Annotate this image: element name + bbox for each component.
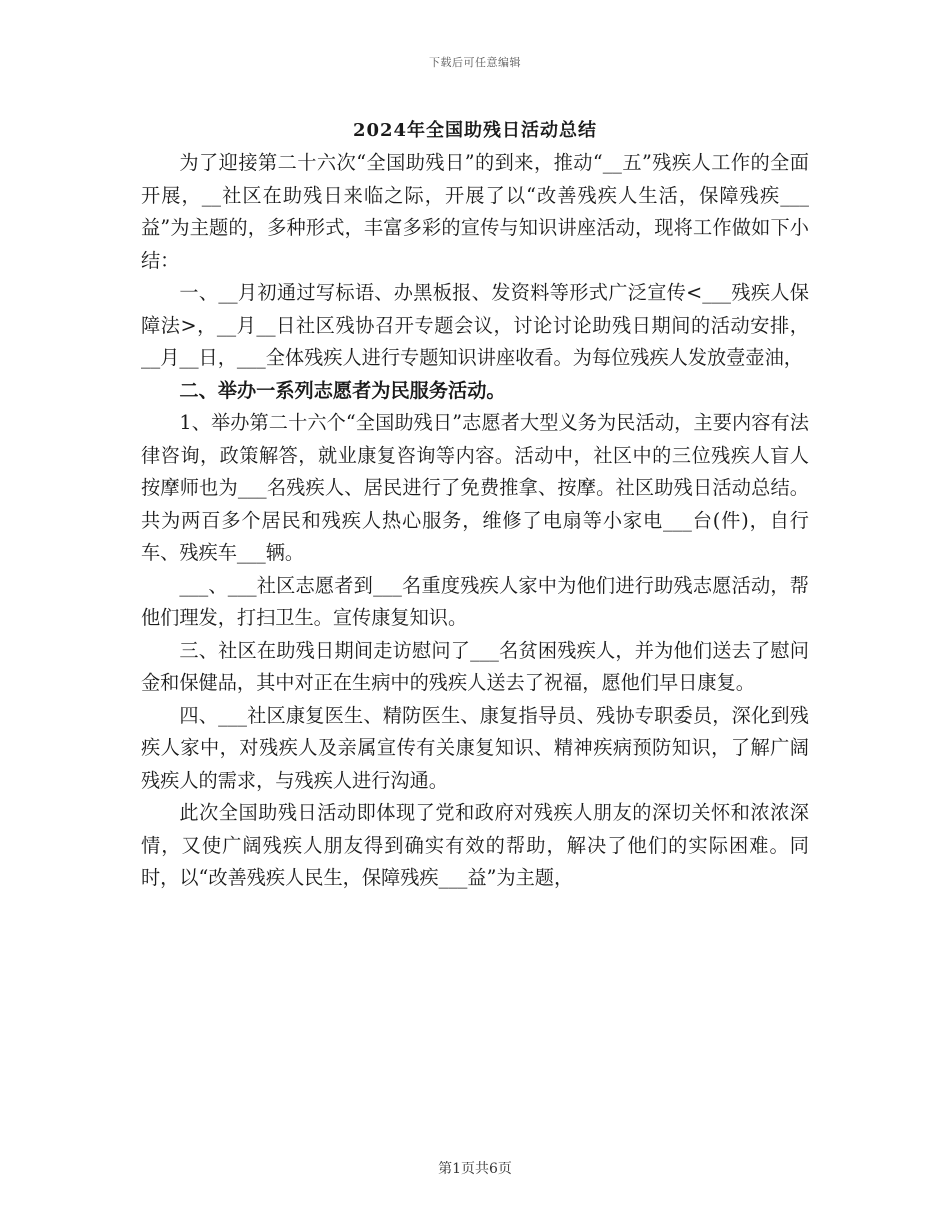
document-title: 2024年全国助残日活动总结 [352,120,598,141]
paragraph-section-1: 一、__月初通过写标语、办黑板报、发资料等形式广泛宣传<___残疾人保障法>，__月__日社区残协召开专题会议，讨论讨论助残日期间的活动安排，__月__日，___全体残疾人进行专题知识讲座收看。为每位残疾人发放壹壶油， [141,281,809,369]
page-header-note: 下载后可任意编辑 [429,56,521,69]
paragraph-conclusion: 此次全国助残日活动即体现了党和政府对残疾人朋友的深切关怀和浓浓深情，又使广阔残疾人朋友得到确实有效的帮助，解决了他们的实际困难。同时，以“改善残疾人民生，保障残疾___益”为主题， [141,801,809,889]
section-heading-2: 二、举办一系列志愿者为民服务活动。 [179,378,506,402]
document-body [141,147,809,895]
paragraph-item-2: ___、___社区志愿者到___名重度残疾人家中为他们进行助残志愿活动，帮他们理发，打扫卫生。宣传康复知识。 [141,573,809,629]
paragraph-item-1: 1、举办第二十六个“全国助残日”志愿者大型义务为民活动，主要内容有法律咨询，政策解答，就业康复咨询等内容。活动中，社区中的三位残疾人盲人按摩师也为___名残疾人、居民进行了免费推拿、按摩。社区助残日活动总结。共为两百多个居民和残疾人热心服务，维修了电扇等小家电___台(件)，自行车、残疾车___辆。 [141,411,809,564]
paragraph-section-4: 四、___社区康复医生、精防医生、康复指导员、残协专职委员，深化到残疾人家中，对残疾人及亲属宣传有关康复知识、精神疾病预防知识，了解广阔残疾人的需求，与残疾人进行沟通。 [141,703,809,792]
paragraph-section-3: 三、社区在助残日期间走访慰问了___名贫困残疾人，并为他们送去了慰问金和保健品，其中对正在生病中的残疾人送去了祝福，愿他们早日康复。 [141,638,809,694]
paragraph-intro: 为了迎接第二十六次“全国助残日”的到来，推动“__五”残疾人工作的全面开展，__社区在助残日来临之际，开展了以“改善残疾人生活，保障残疾___益”为主题的，多种形式，丰富多彩的宣传与知识讲座活动，现将工作做如下小结： [141,151,809,272]
page-number-footer: 第1页共6页 [438,1161,512,1177]
